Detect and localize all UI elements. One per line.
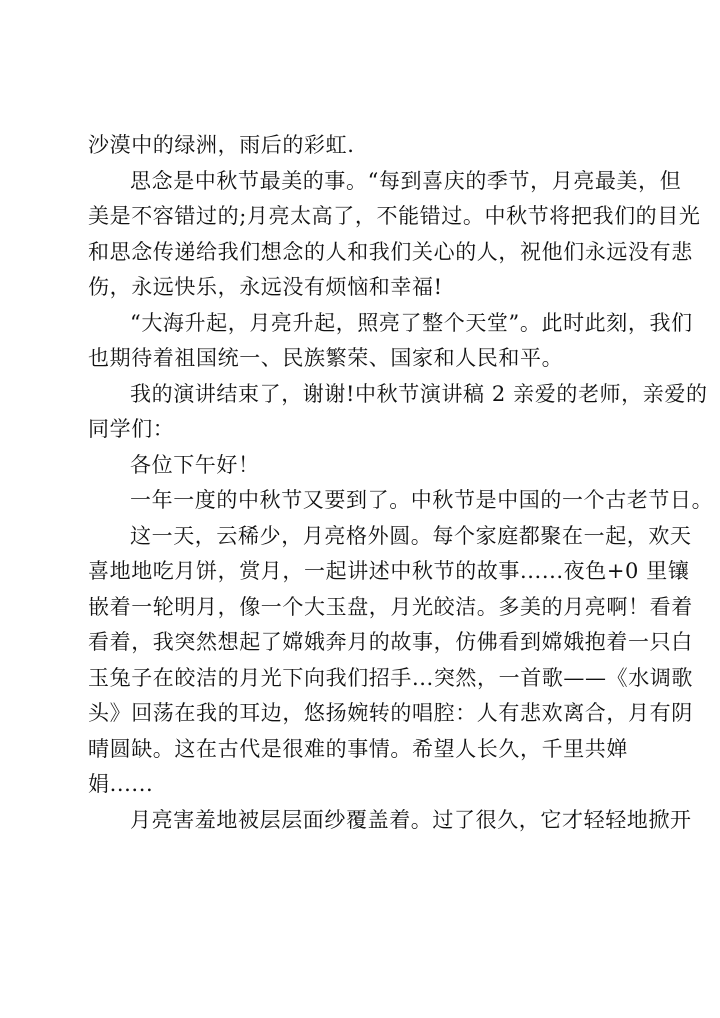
text-line: 这一天，云稀少，月亮格外圆。每个家庭都聚在一起，欢天 — [130, 523, 692, 548]
text-line: 一年一度的中秋节又要到了。中秋节是中国的一个古老节日。 — [130, 488, 714, 512]
text-line: 嵌着一轮明月，像一个大玉盘，月光皎洁。多美的月亮啊！看着 — [88, 594, 693, 619]
text-line: 月亮害羞地被层层面纱覆盖着。过了很久，它才轻轻地掀开 — [130, 807, 692, 832]
text-line: 我的演讲结束了，谢谢!中秋节演讲稿 2 亲爱的老师，亲爱的 — [130, 381, 708, 406]
text-line: 伤，永远快乐，永远没有烦恼和幸福! — [88, 275, 443, 299]
text-line: 头》回荡在我的耳边，悠扬婉转的唱腔：人有悲欢离合，月有阴 — [88, 701, 693, 725]
text-line: 看着，我突然想起了嫦娥奔月的故事，仿佛看到嫦娥抱着一只白 — [88, 630, 693, 654]
text-line: 同学们： — [88, 417, 175, 441]
text-line: 娟...... — [88, 772, 154, 796]
speech-text-body — [88, 128, 714, 838]
text-line: 思念是中秋节最美的事。“每到喜庆的季节，月亮最美，但 — [130, 168, 682, 193]
text-line: 各位下午好！ — [130, 452, 260, 477]
text-line: 沙漠中的绿洲，雨后的彩虹. — [88, 133, 355, 157]
text-line: 玉兔子在皎洁的月光下向我们招手...突然，一首歌——《水调歌 — [88, 665, 694, 690]
text-line: 也期待着祖国统一、民族繁荣、国家和人民和平。 — [88, 346, 564, 370]
text-line: 美是不容错过的;月亮太高了，不能错过。中秋节将把我们的目光 — [88, 204, 701, 228]
text-line: 喜地地吃月饼，赏月，一起讲述中秋节的故事......夜色+0 里镶 — [88, 559, 690, 583]
text-line: 晴圆缺。这在古代是很难的事情。希望人长久，千里共婵 — [88, 736, 628, 761]
text-line: 和思念传递给我们想念的人和我们关心的人，祝他们永远没有悲 — [88, 239, 693, 264]
text-line: “大海升起，月亮升起，照亮了整个天堂”。此时此刻，我们 — [130, 310, 693, 335]
